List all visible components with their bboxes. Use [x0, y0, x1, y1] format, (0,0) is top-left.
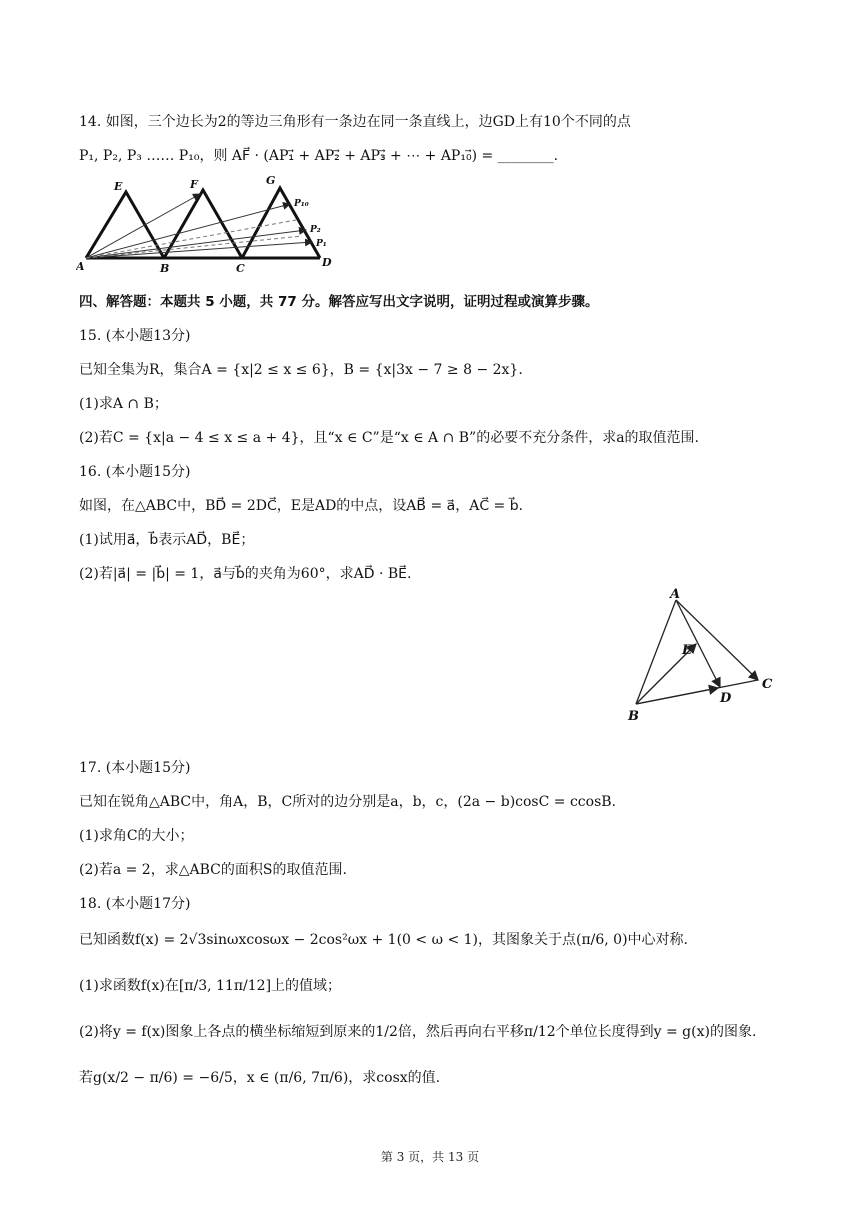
vector-ap10	[86, 204, 290, 258]
label-p1: P₁	[316, 239, 327, 249]
label-a: A	[76, 260, 85, 273]
label-f: F	[190, 178, 198, 191]
label-p2: P₂	[310, 225, 321, 235]
q15-part2: (2)若C = {x|a − 4 ≤ x ≤ a + 4}，且“x ∈ C”是“x ∈ A ∩ B”的必要不充分条件，求a的取值范围.	[79, 430, 700, 446]
section-4-heading: 四、解答题：本题共 5 小题，共 77 分。解答应写出文字说明，证明过程或演算步骤。	[79, 294, 599, 310]
vector-ap-dashed-1	[86, 220, 296, 258]
page-footer: 第 3 页，共 13 页	[380, 1150, 480, 1164]
label-e: E	[682, 643, 692, 658]
q15-part1: (1)求A ∩ B；	[79, 396, 168, 412]
q16-stem: 如图，在△ABC中，BD⃗ = 2DC⃗，E是AD的中点，设AB⃗ = a⃗，AC⃗ = b⃗.	[79, 498, 524, 514]
vector-bd	[636, 688, 718, 704]
q18-header: 18. (本小题17分)	[79, 896, 191, 912]
label-a: A	[670, 587, 681, 602]
vector-ac	[676, 600, 758, 680]
q17-header: 17. (本小题15分)	[79, 760, 191, 776]
label-c: C	[762, 677, 773, 692]
q18-stem: 已知函数f(x) = 2√3sinωxcosωx − 2cos²ωx + 1(0 < ω < 1)，其图象关于点(π/6, 0)中心对称.	[79, 932, 688, 948]
q16-header: 16. (本小题15分)	[79, 464, 191, 480]
q17-part1: (1)求角C的大小；	[79, 828, 194, 844]
q16-triangle-figure	[620, 584, 780, 724]
q18-part1: (1)求函数f(x)在[π/3, 11π/12]上的值域；	[79, 978, 342, 994]
q16-part2: (2)若|a⃗| = |b⃗| = 1，a⃗与b⃗的夹角为60°，求AD⃗ · BE⃗.	[79, 566, 412, 582]
label-b: B	[160, 262, 170, 275]
q18-part2: (2)将y = f(x)图象上各点的横坐标缩短到原来的1/2倍，然后再向右平移π/12个单位长度得到y = g(x)的图象.	[79, 1024, 757, 1040]
label-b: B	[628, 709, 639, 724]
q18-part3: 若g(x/2 − π/6) = −6/5，x ∈ (π/6, 7π/6)，求cosx的值.	[79, 1070, 441, 1086]
q14-line1: 14. 如图，三个边长为2的等边三角形有一条边在同一条直线上，边GD上有10个不同的点	[79, 114, 631, 130]
q17-part2: (2)若a = 2，求△ABC的面积S的取值范围.	[79, 862, 347, 878]
q15-header: 15. (本小题13分)	[79, 328, 191, 344]
label-c: C	[236, 262, 245, 275]
side-ab	[636, 600, 676, 704]
label-p10: P₁₀	[294, 199, 309, 209]
label-d: D	[322, 256, 332, 269]
label-d: D	[720, 691, 732, 706]
q17-stem: 已知在锐角△ABC中，角A，B，C所对的边分别是a，b，c，(2a − b)cosC = ccosB.	[79, 794, 616, 810]
vector-ap2	[86, 230, 306, 258]
label-e: E	[114, 180, 123, 193]
q14-triangles-figure	[76, 172, 346, 276]
q14-line2: P₁, P₂, P₃ …… P₁₀，则 AF⃗ · (AP₁⃗ + AP₂⃗ + AP₃⃗ + ⋯ + AP₁₀⃗) = ________.	[79, 148, 559, 164]
q15-stem: 已知全集为R，集合A = {x|2 ≤ x ≤ 6}，B = {x|3x − 7 ≥ 8 − 2x}.	[79, 362, 523, 378]
vector-ap1	[86, 242, 312, 258]
q16-part1: (1)试用a⃗，b⃗表示AD⃗，BE⃗；	[79, 532, 255, 548]
label-g: G	[266, 174, 276, 187]
